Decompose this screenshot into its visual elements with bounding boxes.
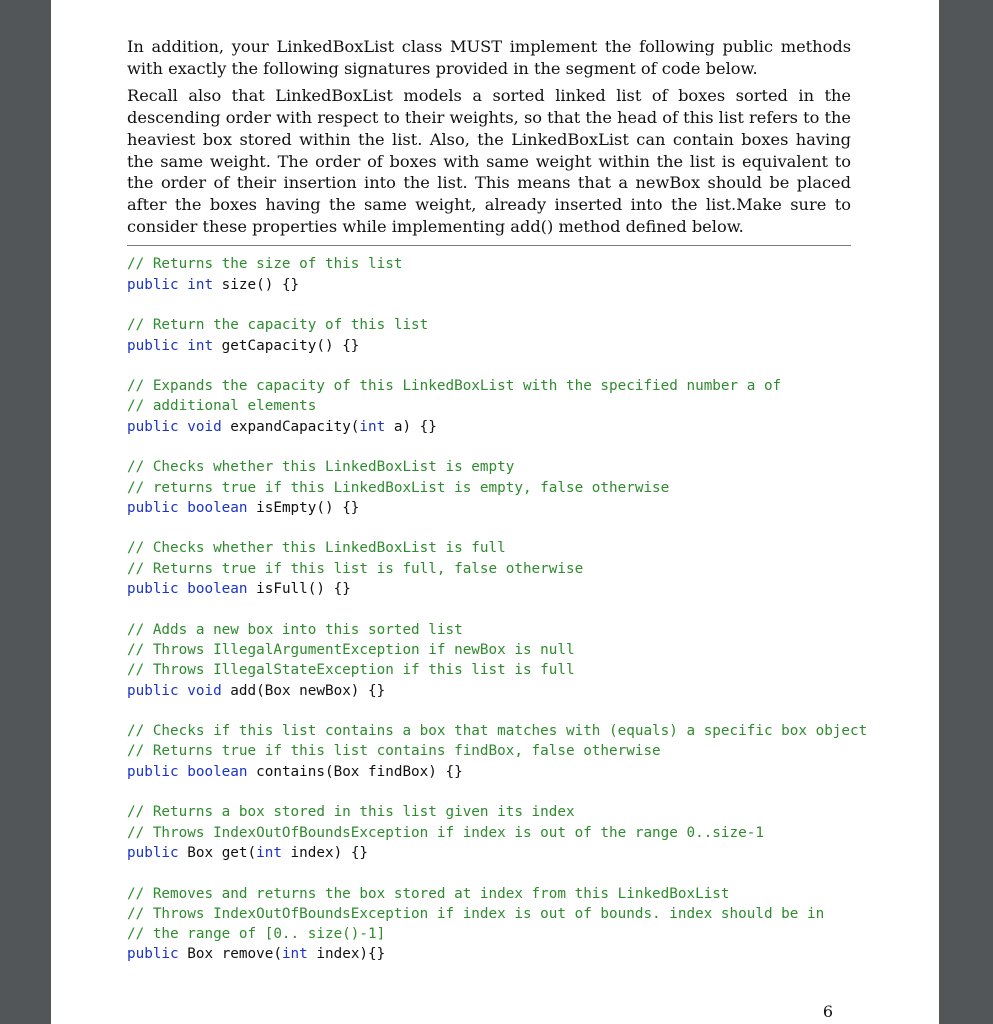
code-comment-line: // Throws IndexOutOfBoundsException if index is out of bounds. index should be in: [127, 905, 825, 922]
code-blank-line: [127, 863, 851, 883]
code-comment-line: // Expands the capacity of this LinkedBoxList with the specified number a of: [127, 378, 782, 395]
code-blank-line: [127, 356, 851, 376]
code-comment-line: // Throws IllegalStateException if this list is full: [127, 662, 575, 679]
method-signature-line: [127, 843, 851, 863]
method-signature-line: [127, 498, 851, 518]
code-keyword: public boolean: [127, 581, 248, 598]
method-signature-line: [127, 681, 851, 701]
code-comment-line: // returns true if this LinkedBoxList is empty, false otherwise: [127, 479, 670, 496]
code-text: index){}: [307, 946, 386, 963]
code-separator-rule: [127, 245, 851, 246]
code-comment-line: // Return the capacity of this list: [127, 317, 429, 334]
code-blank-line: [127, 295, 851, 315]
page-content: [127, 36, 868, 965]
code-comment-line: // Throws IllegalArgumentException if newBox is null: [127, 641, 575, 658]
page-number: 6: [822, 1002, 833, 1021]
method-signature-line: [127, 579, 851, 599]
code-keyword: public int: [127, 276, 214, 293]
code-comment-line: // Returns true if this list contains findBox, false otherwise: [127, 743, 661, 760]
code-text: expandCapacity(: [221, 418, 360, 435]
code-blank-line: [127, 701, 851, 721]
code-comment-line: // the range of [0.. size()-1]: [127, 926, 386, 943]
linked-list-description-paragraph: Recall also that LinkedBoxList models a sorted linked list of boxes sorted in the descending order with respect to their weights, so that the head of this list refers to the heaviest box stored within the list. Also, the LinkedBoxList can contain boxes having the same weight. The order of boxes with same weight within the list is equivalent to the order of their insertion into the list. This means that a newBox should be placed after the boxes having the same weight, already inserted into the list.Make sure to consider these properties while implementing add() method defined below.: [127, 86, 851, 236]
intro-paragraph: In addition, your LinkedBoxList class MUST implement the following public methods with exactly the following signatures provided in the segment of code below.: [127, 37, 851, 78]
code-keyword: public int: [127, 337, 214, 354]
code-text: Box get(: [178, 844, 257, 861]
code-comment-line: // Returns true if this list is full, false otherwise: [127, 560, 584, 577]
code-comment-line: // Removes and returns the box stored at index from this LinkedBoxList: [127, 885, 730, 902]
code-text: isFull() {}: [247, 581, 351, 598]
method-signature-line: [127, 762, 851, 782]
code-keyword: public boolean: [127, 763, 248, 780]
code-keyword: int: [281, 946, 308, 963]
document-page: [51, 0, 939, 1024]
code-comment-line: // Adds a new box into this sorted list: [127, 621, 463, 638]
code-keyword: public void: [127, 682, 222, 699]
code-comment-line: // Returns the size of this list: [127, 256, 403, 273]
code-text: size() {}: [213, 276, 300, 293]
method-signature-line: [127, 417, 851, 437]
code-blank-line: [127, 518, 851, 538]
method-signature-line: [127, 944, 851, 964]
code-keyword: public void: [127, 418, 222, 435]
method-signature-line: [127, 336, 851, 356]
code-keyword: public: [127, 844, 179, 861]
code-blank-line: [127, 782, 851, 802]
code-keyword: public boolean: [127, 499, 248, 516]
method-signature-line: [127, 275, 851, 295]
code-keyword: int: [359, 418, 386, 435]
code-text: a) {}: [385, 418, 437, 435]
code-text: contains(Box findBox) {}: [247, 763, 463, 780]
code-blank-line: [127, 599, 851, 619]
code-comment-line: // Throws IndexOutOfBoundsException if index is out of the range 0..size-1: [127, 824, 764, 841]
code-text: Box remove(: [178, 946, 282, 963]
code-comment-line: // Checks whether this LinkedBoxList is empty: [127, 459, 515, 476]
code-comment-line: // Returns a box stored in this list given its index: [127, 804, 575, 821]
code-text: getCapacity() {}: [213, 337, 360, 354]
code-text: index) {}: [281, 844, 369, 861]
code-text: add(Box newBox) {}: [221, 682, 386, 699]
code-comment-line: // Checks whether this LinkedBoxList is full: [127, 540, 506, 557]
code-text: isEmpty() {}: [247, 499, 360, 516]
code-keyword: public: [127, 946, 179, 963]
code-comment-line: // additional elements: [127, 398, 317, 415]
code-blank-line: [127, 437, 851, 457]
code-comment-line: // Checks if this list contains a box that matches with (equals) a specific box object: [127, 723, 868, 740]
code-listing: [127, 254, 868, 964]
code-keyword: int: [256, 844, 282, 861]
